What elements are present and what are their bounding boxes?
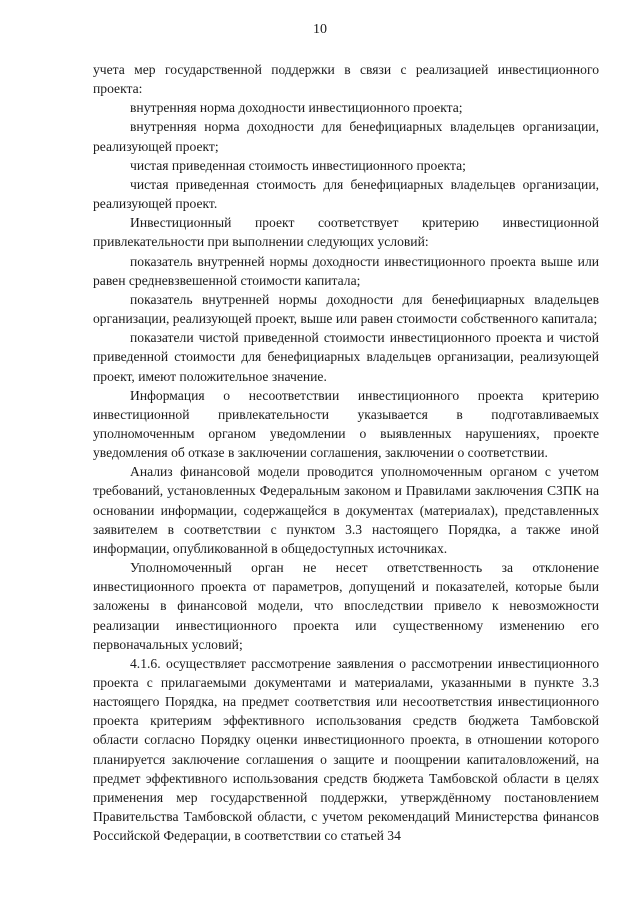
page-number: 10 xyxy=(313,22,327,37)
paragraph: Инвестиционный проект соответствует критерию инвестиционной привлекательности при выполнении следующих условий: xyxy=(93,215,599,250)
paragraph: 4.1.6. осуществляет рассмотрение заявления о рассмотрении инвестиционного проекта с прилагаемыми документами и материалами, указанными в пункте 3.3 настоящего Порядка, на предмет соответствия или несоответствия инвестиционного проекта критериям эффективного использования средств бюджета Тамбовской области согласно Порядку оценки инвестиционного проекта, в отношении которого планируется заключение соглашения о защите и поощрении капиталовложений, на предмет эффективного использования средств бюджета Тамбовской области в целях применения мер государственной поддержки, утверждённому постановлением Правительства Тамбовской области, с учетом рекомендаций Министерства финансов Российской Федерации, в соответствии со статьей 34 xyxy=(93,655,599,844)
paragraph: Уполномоченный орган не несет ответственность за отклонение инвестиционного проекта от параметров, допущений и показателей, которые были заложены в финансовой модели, что впоследствии привело к невозможности реализации инвестиционного проекта или существенному изменению его первоначальных условий; xyxy=(93,560,599,652)
paragraph: показатель внутренней нормы доходности для бенефициарных владельцев организации, реализующей проект, выше или равен стоимости собственного капитала; xyxy=(93,291,599,327)
paragraph: показатель внутренней нормы доходности инвестиционного проекта выше или равен средневзвешенной стоимости капитала; xyxy=(93,253,599,288)
paragraph: учета мер государственной поддержки в связи с реализацией инвестиционного проекта: xyxy=(93,62,599,97)
document-body xyxy=(93,60,599,845)
paragraph: внутренняя норма доходности инвестиционного проекта; xyxy=(130,100,463,116)
paragraph: Анализ финансовой модели проводится уполномоченным органом с учетом требований, установленных Федеральным законом и Правилами заключения СЗПК на основании информации, содержащейся в документах (материалах), представленных заявителем в соответствии с пунктом 3.3 настоящего Порядка, а также иной информации, опубликованной в общедоступных источниках. xyxy=(93,464,599,556)
paragraph: показатели чистой приведенной стоимости инвестиционного проекта и чистой приведенной стоимости для бенефициарных владельцев организации, реализующей проект, имеют положительное значение. xyxy=(93,330,599,384)
paragraph: внутренняя норма доходности для бенефициарных владельцев организации, реализующей проект; xyxy=(93,119,599,154)
paragraph: чистая приведенная стоимость инвестиционного проекта; xyxy=(130,157,466,173)
paragraph: чистая приведенная стоимость для бенефициарных владельцев организации, реализующей проект. xyxy=(93,176,599,212)
paragraph: Информация о несоответствии инвестиционного проекта критерию инвестиционной привлекательности указывается в подготавливаемых уполномоченным органом уведомлении о выявленных нарушениях, проекте уведомления об отказе в заключении соглашения, заключении о соответствии. xyxy=(93,387,599,461)
